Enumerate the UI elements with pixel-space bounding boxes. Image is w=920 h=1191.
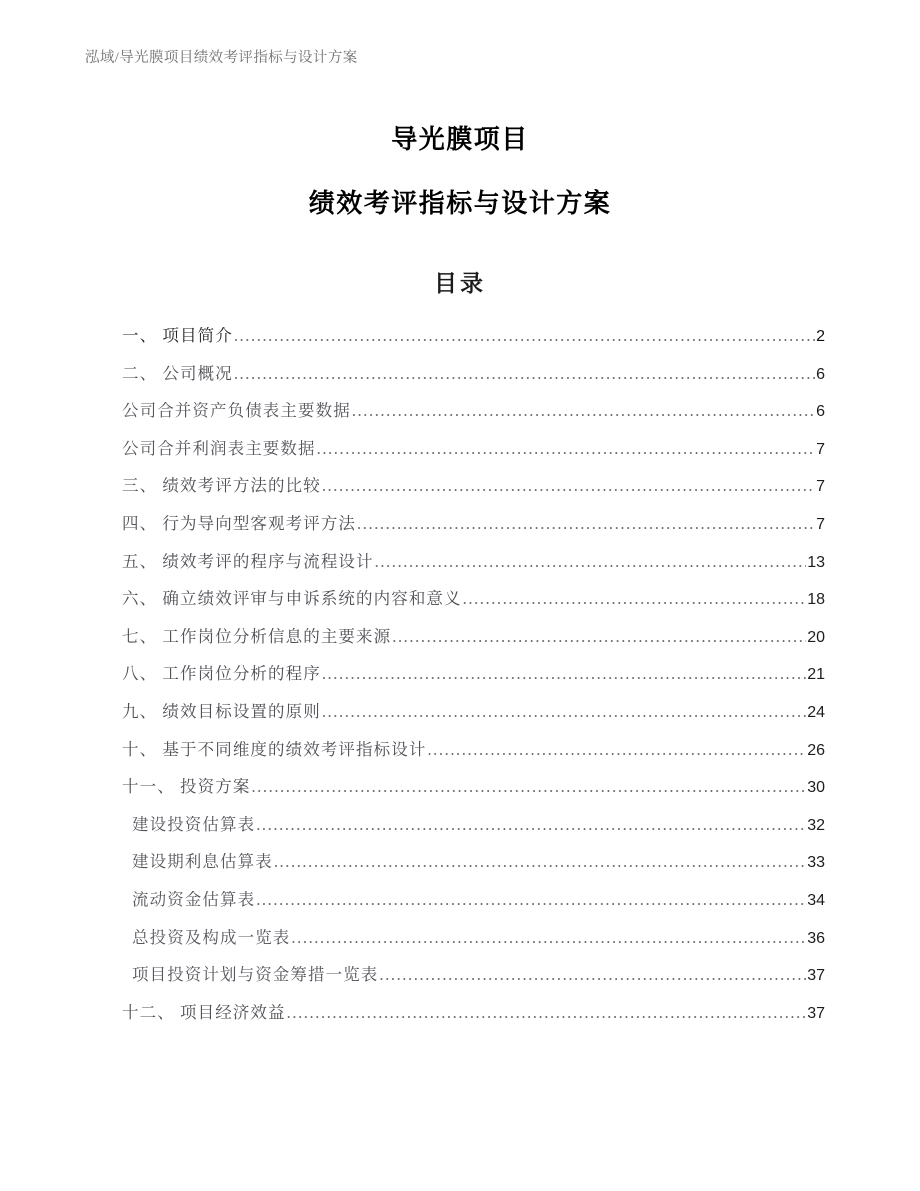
toc-entry[interactable] xyxy=(122,736,825,774)
toc-entry[interactable] xyxy=(122,886,825,924)
toc-entry-page-number: 6 xyxy=(816,365,825,383)
toc-dot-leader xyxy=(392,629,806,646)
toc-entry-label: 五、 绩效考评的程序与流程设计 xyxy=(122,551,374,571)
toc-entry[interactable] xyxy=(122,585,825,623)
toc-entry-page-number: 36 xyxy=(807,929,825,947)
toc-entry-label: 十一、 投资方案 xyxy=(122,777,251,797)
toc-entry-label: 六、 确立绩效评审与申诉系统的内容和意义 xyxy=(122,589,462,609)
toc-entry-label: 总投资及构成一览表 xyxy=(132,927,291,947)
toc-entry-label: 一、 项目简介 xyxy=(122,326,233,345)
toc-dot-leader xyxy=(322,478,815,495)
toc-entry-page-number: 7 xyxy=(816,440,825,458)
toc-dot-leader xyxy=(379,967,806,984)
toc-entry-label: 流动资金估算表 xyxy=(132,889,256,909)
toc-entry-label: 建设投资估算表 xyxy=(132,814,256,834)
document-title-line-2: 绩效考评指标与设计方案 xyxy=(308,188,612,218)
toc-dot-leader xyxy=(352,403,815,420)
toc-entry[interactable] xyxy=(122,548,825,586)
toc-entry-page-number: 6 xyxy=(816,403,825,421)
toc-entry[interactable] xyxy=(122,924,825,962)
toc-entry-label: 二、 公司概况 xyxy=(122,363,233,383)
toc-entry-page-number: 26 xyxy=(807,741,825,759)
toc-entry[interactable] xyxy=(122,623,825,661)
toc-entry[interactable] xyxy=(122,322,825,360)
toc-entry-label: 十、 基于不同维度的绩效考评指标设计 xyxy=(122,739,427,759)
toc-dot-leader xyxy=(256,892,806,909)
toc-entry[interactable] xyxy=(122,397,825,435)
toc-entry[interactable] xyxy=(122,435,825,473)
toc-entry-page-number: 30 xyxy=(807,779,825,797)
toc-dot-leader xyxy=(251,779,806,796)
toc-entry[interactable] xyxy=(122,360,825,398)
toc-dot-leader xyxy=(287,1005,807,1022)
toc-entry[interactable] xyxy=(122,510,825,548)
toc-dot-leader xyxy=(322,704,806,721)
toc-dot-leader xyxy=(291,930,806,947)
toc-entry-label: 建设期利息估算表 xyxy=(132,852,273,872)
toc-entry-page-number: 18 xyxy=(807,591,825,609)
toc-entry-label: 公司合并资产负债表主要数据 xyxy=(122,401,351,421)
document-title-block xyxy=(85,112,835,230)
toc-entry-page-number: 24 xyxy=(807,703,825,721)
toc-entry-page-number: 7 xyxy=(816,515,825,533)
document-title-line-1: 导光膜项目 xyxy=(391,124,529,154)
toc-entry[interactable] xyxy=(122,848,825,886)
toc-dot-leader xyxy=(375,554,807,571)
toc-dot-leader xyxy=(234,366,815,383)
running-header: 泓域/导光膜项目绩效考评指标与设计方案 xyxy=(85,50,358,66)
toc-dot-leader xyxy=(427,742,806,759)
toc-entry-page-number: 37 xyxy=(807,1004,825,1022)
toc-entry-page-number: 20 xyxy=(807,628,825,646)
toc-heading: 目录 xyxy=(434,271,486,296)
toc-dot-leader xyxy=(357,516,815,533)
table-of-contents xyxy=(122,322,825,1036)
toc-entry[interactable] xyxy=(122,698,825,736)
toc-entry-page-number: 13 xyxy=(807,553,825,571)
toc-entry-label: 八、 工作岗位分析的程序 xyxy=(122,664,321,684)
toc-dot-leader xyxy=(256,817,806,834)
toc-entry[interactable] xyxy=(122,811,825,849)
toc-dot-leader xyxy=(234,328,815,345)
toc-entry-label: 七、 工作岗位分析信息的主要来源 xyxy=(122,626,392,646)
toc-dot-leader xyxy=(274,854,806,871)
toc-entry-page-number: 37 xyxy=(807,967,825,985)
toc-entry-label: 九、 绩效目标设置的原则 xyxy=(122,701,321,721)
toc-entry[interactable] xyxy=(122,660,825,698)
toc-entry[interactable] xyxy=(122,472,825,510)
toc-entry-label: 四、 行为导向型客观考评方法 xyxy=(122,513,357,533)
toc-entry-label: 十二、 项目经济效益 xyxy=(122,1002,286,1022)
toc-entry-page-number: 32 xyxy=(807,816,825,834)
toc-entry[interactable] xyxy=(122,773,825,811)
toc-entry-label: 三、 绩效考评方法的比较 xyxy=(122,476,321,496)
toc-entry-page-number: 21 xyxy=(807,666,825,684)
toc-entry-page-number: 2 xyxy=(816,328,825,345)
toc-entry-label: 项目投资计划与资金筹措一览表 xyxy=(132,965,379,985)
toc-entry[interactable] xyxy=(122,961,825,999)
toc-dot-leader xyxy=(463,591,807,608)
toc-dot-leader xyxy=(317,441,815,458)
toc-entry-label: 公司合并利润表主要数据 xyxy=(122,438,316,458)
toc-entry-page-number: 34 xyxy=(807,891,825,909)
toc-entry[interactable] xyxy=(122,999,825,1037)
toc-dot-leader xyxy=(322,666,806,683)
toc-entry-page-number: 33 xyxy=(807,854,825,872)
toc-entry-page-number: 7 xyxy=(816,478,825,496)
